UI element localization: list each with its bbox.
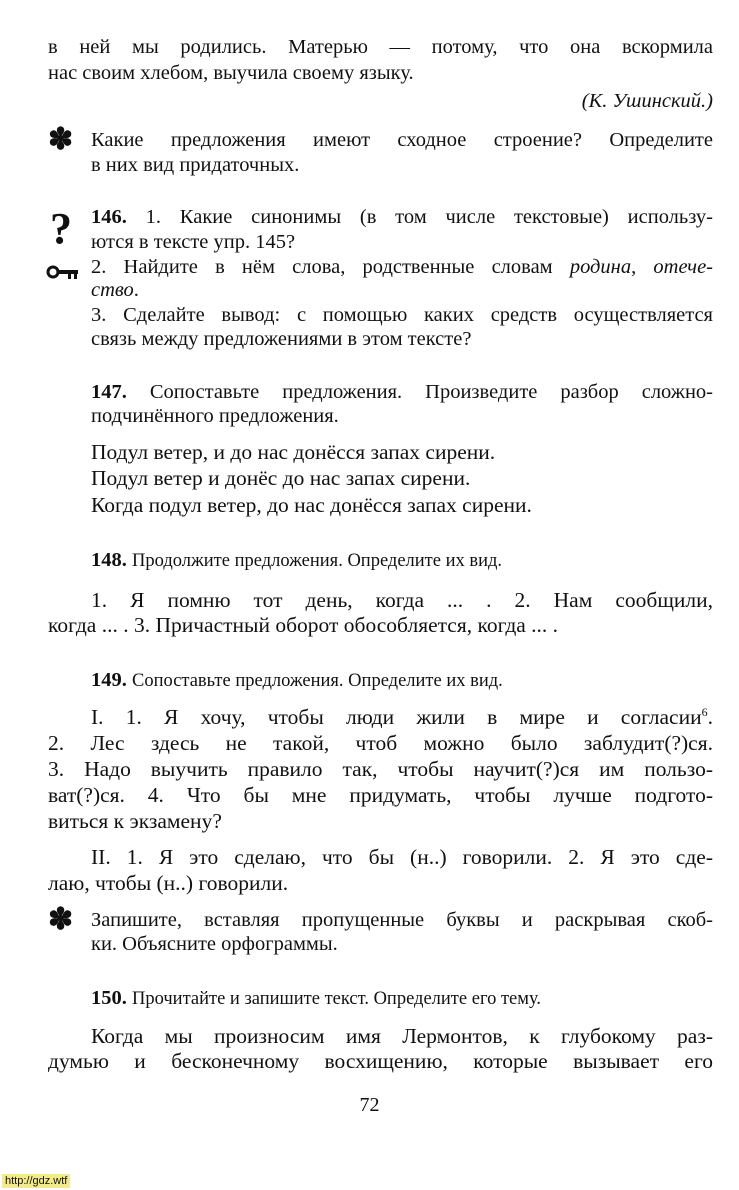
text-line: связь между предложениями в этом тексте? — [91, 328, 472, 350]
asterisk-icon: ✽ — [48, 123, 74, 156]
text-line: ются в тексте упр. 145? — [91, 231, 296, 253]
task-line: ки. Объясните орфограммы. — [91, 933, 338, 955]
exercise-number: 146. — [91, 206, 127, 228]
text: Прочитайте и запишите текст. Определите его тему. — [132, 989, 541, 1009]
text-line: 3. Сделайте вывод: с помощью каких средств осуществляется — [91, 304, 713, 326]
exercise-148-line — [91, 547, 713, 573]
sentence: Когда подул ветер, до нас донёсся запах сирени. — [91, 493, 532, 517]
sentence: Когда мы произносим имя Лермонтов, к глубокому раз- — [91, 1024, 713, 1048]
sentence: Подул ветер и донёс до нас запах сирени. — [91, 466, 471, 490]
text: 2. Найдите в нём слова, родственные словам — [91, 256, 570, 278]
footnote-marker: 6 — [701, 704, 708, 719]
task-line: Какие предложения имеют сходное строение? Определите — [91, 129, 713, 151]
exercise-147-line — [91, 379, 713, 405]
exercise-number: 147. — [91, 381, 127, 403]
text: 1. Какие синонимы (в том числе текстовые) использу- — [145, 206, 713, 228]
italic-word: отече- — [653, 256, 714, 278]
text: Продолжите предложения. Определите их вид. — [132, 551, 503, 571]
sentence: думью и бесконечному восхищению, которые вызывает его — [48, 1049, 713, 1073]
exercise-number: 150. — [91, 987, 127, 1009]
text: . — [707, 705, 713, 729]
key-icon — [46, 265, 82, 281]
text: Сопоставьте предложения. Произведите разбор сложно- — [149, 381, 714, 403]
text: I. 1. Я хочу, чтобы люди жили в мире и согласии — [91, 705, 702, 729]
watermark-link[interactable]: http://gdz.wtf — [2, 1174, 70, 1188]
text-line: в ней мы родились. Матерью — потому, что она вскормила — [48, 36, 713, 58]
page-number: 72 — [359, 1094, 380, 1116]
sentence: виться к экзамену? — [48, 809, 222, 833]
exercise-146-line — [91, 204, 713, 230]
exercise-number: 149. — [91, 669, 127, 691]
author-attribution: (К. Ушинский.) — [581, 90, 713, 112]
task-line: в них вид придаточных. — [91, 154, 300, 176]
sentence: 3. Надо выучить правило так, чтобы научит(?)ся им пользо- — [48, 757, 713, 781]
text-line: нас своим хлебом, выучила своему языку. — [48, 62, 414, 84]
sentence: 1. Я помню тот день, когда ... . 2. Нам сообщили, — [91, 588, 713, 612]
sentence — [91, 704, 713, 730]
task-line: Запишите, вставляя пропущенные буквы и раскрывая скоб- — [91, 909, 713, 931]
italic-word: родина — [569, 256, 632, 278]
sentence: II. 1. Я это сделаю, что бы (н..) говорили. 2. Я это сде- — [91, 845, 713, 869]
text: , — [631, 256, 654, 278]
text: Сопоставьте предложения. Определите их вид. — [132, 671, 503, 691]
exercise-number: 148. — [91, 549, 127, 571]
question-mark-icon: ? — [50, 204, 72, 253]
sentence: лаю, чтобы (н..) говорили. — [48, 871, 289, 895]
sentence: когда ... . 3. Причастный оборот обособляется, когда ... . — [48, 613, 559, 637]
sentence: 2. Лес здесь не такой, чтоб можно было заблудит(?)ся. — [48, 731, 713, 755]
text-line: подчинённого предложения. — [91, 405, 339, 427]
exercise-149-line — [91, 667, 713, 693]
sentence: ват(?)ся. 4. Что бы мне придумать, чтобы лучше подгото- — [48, 783, 713, 807]
sentence: Подул ветер, и до нас донёсся запах сирени. — [91, 440, 496, 464]
text: . — [133, 279, 139, 301]
text-line — [91, 277, 713, 303]
exercise-150-line — [91, 985, 713, 1011]
italic-word: ство — [91, 279, 134, 301]
asterisk-icon: ✽ — [48, 903, 74, 936]
